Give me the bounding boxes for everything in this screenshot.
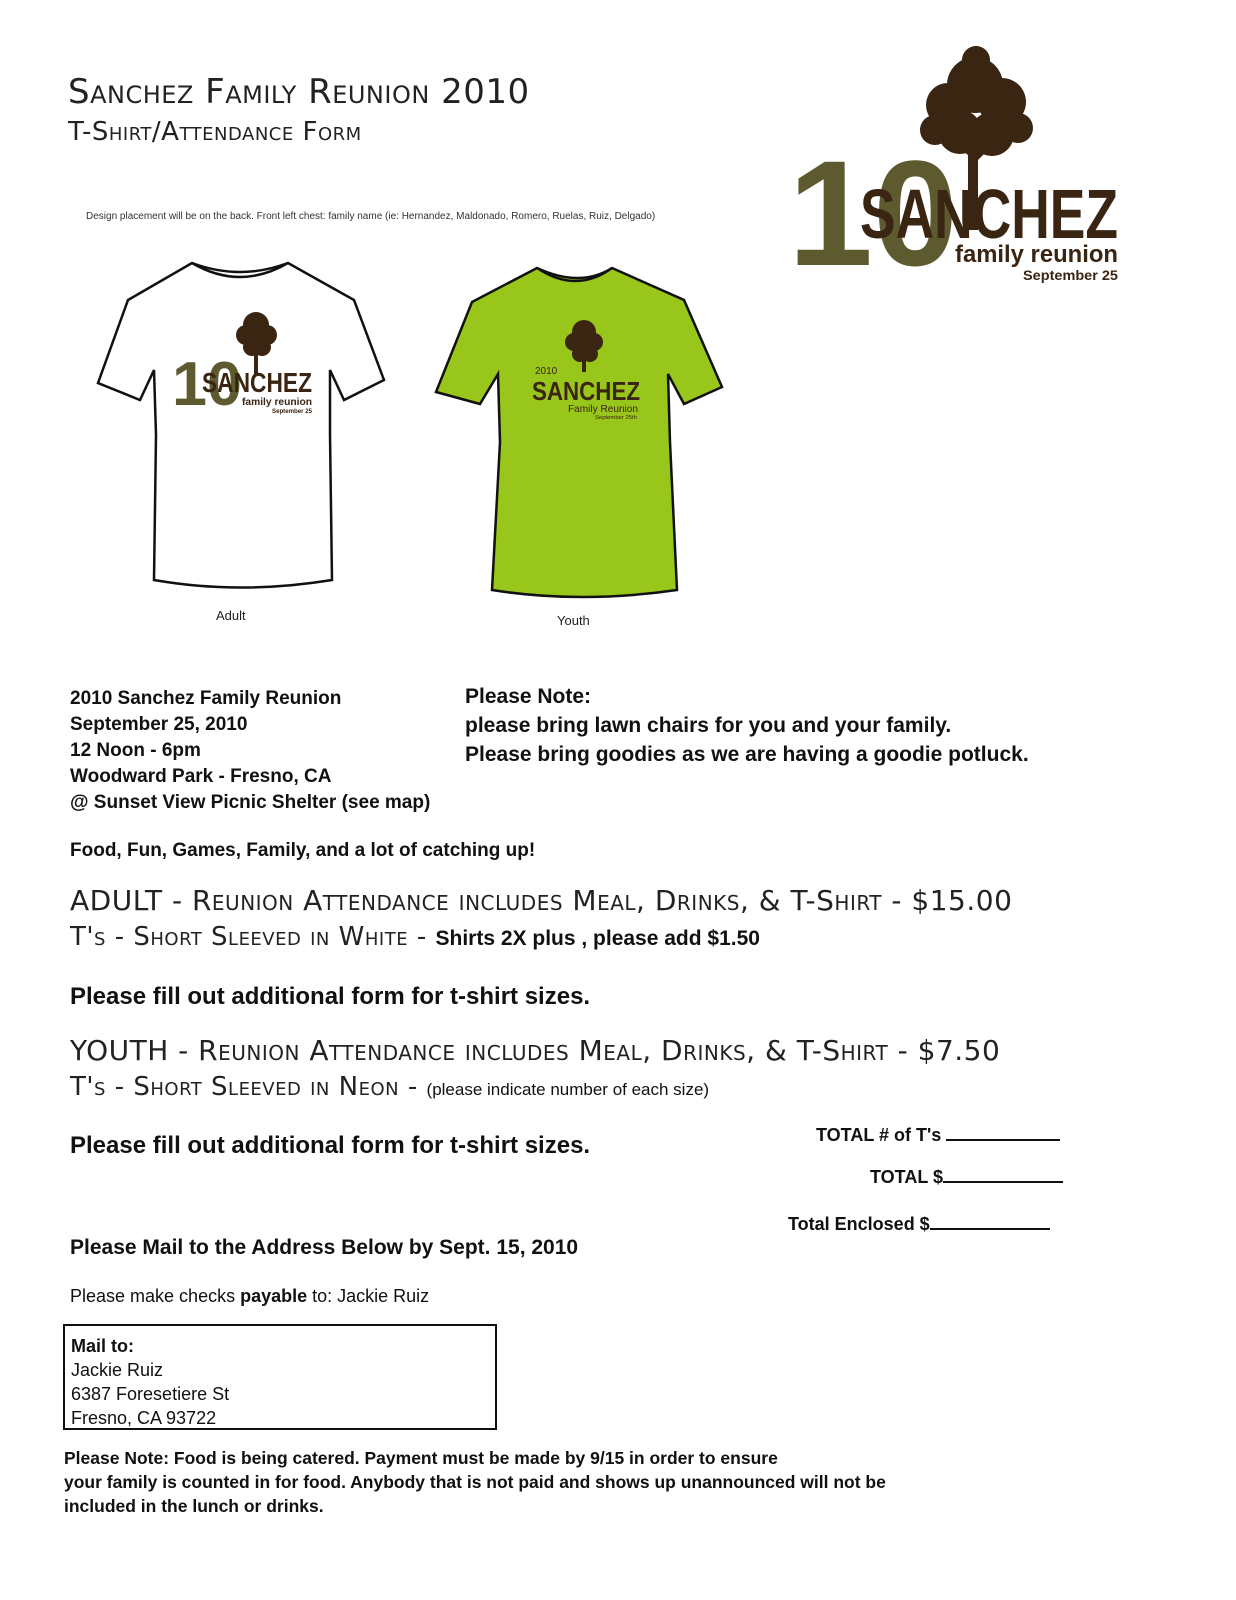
total-enclosed-label: Total Enclosed $ [788, 1214, 930, 1234]
adult-print-year: 10 [172, 350, 242, 419]
total-amount-label: TOTAL $ [870, 1167, 944, 1187]
checks-payable: Please make checks payable to: Jackie Ruiz [70, 1286, 430, 1306]
youth-pricing: YOUTH - Reunion Attendance includes Meal, Drinks, & T-Shirt - $7.50 [70, 1034, 1001, 1067]
reunion-logo [780, 40, 1130, 290]
total-tshirts-field[interactable] [816, 1121, 1060, 1146]
youth-size-note: (please indicate number of each size) [426, 1080, 710, 1099]
total-tshirts-label: TOTAL # of T's [816, 1125, 942, 1145]
youth-size-form-note: Please fill out additional form for t-shirt sizes. [70, 1132, 591, 1159]
adult-caption: Adult [216, 608, 246, 623]
event-line: @ Sunset View Picnic Shelter (see map) [70, 792, 431, 813]
adult-size-form-note: Please fill out additional form for t-shirt sizes. [70, 983, 591, 1010]
logo-tagline: family reunion [955, 241, 1118, 268]
logo-name: SANCHEZ [860, 175, 1118, 253]
mail-address-box [63, 1324, 497, 1430]
adult-shirt-type: T's - Short Sleeved in White - [70, 922, 436, 952]
footer-line: your family is counted in for food. Anybody that is not paid and shows up unannounced will not be [64, 1472, 886, 1492]
event-line: September 25, 2010 [70, 714, 248, 735]
youth-shirt-type: T's - Short Sleeved in Neon - [70, 1072, 427, 1102]
note-line: Please bring goodies as we are having a goodie potluck. [465, 743, 1029, 766]
mail-street: 6387 Foresetiere St [71, 1384, 230, 1404]
total-amount-field[interactable] [870, 1163, 1063, 1188]
total-enclosed-field[interactable] [788, 1210, 1050, 1235]
logo-date: September 25 [1023, 267, 1119, 283]
event-details [70, 686, 430, 816]
total-enclosed-blank [930, 1210, 1050, 1230]
adult-pricing: ADULT - Reunion Attendance includes Meal, Drinks, & T-Shirt - $15.00 [70, 884, 1013, 917]
mail-city: Fresno, CA 93722 [71, 1408, 217, 1428]
please-note [465, 682, 1029, 769]
catering-note [64, 1446, 1044, 1518]
footer-line: included in the lunch or drinks. [64, 1496, 324, 1516]
mail-deadline: Please Mail to the Address Below by Sept. 15, 2010 [70, 1236, 579, 1259]
adult-print-name: SANCHEZ [202, 367, 312, 398]
youth-tshirt [432, 262, 728, 612]
mail-name: Jackie Ruiz [71, 1360, 164, 1380]
note-heading: Please Note: [465, 685, 592, 708]
mail-heading: Mail to: [71, 1336, 134, 1356]
adult-shirt-info [70, 922, 760, 952]
youth-print-tagline: Family Reunion [568, 404, 638, 415]
form-title: Sanchez Family Reunion 2010 [68, 72, 530, 112]
youth-shirt-info [70, 1072, 709, 1102]
total-amount-blank [943, 1163, 1063, 1183]
total-tshirts-blank [946, 1121, 1060, 1141]
adult-print-tagline: family reunion [242, 397, 312, 408]
design-placement-note: Design placement will be on the back. Front left chest: family name (ie: Hernandez, Maldonado, Romero, Ruelas, Ruiz, Delgado) [86, 211, 656, 222]
youth-print-date: September 25th [595, 415, 638, 421]
event-line: 12 Noon - 6pm [70, 740, 201, 761]
form-subtitle: T-Shirt/Attendance Form [68, 117, 362, 147]
youth-print-name: SANCHEZ [532, 376, 641, 406]
adult-tshirt [92, 255, 388, 605]
event-line: Woodward Park - Fresno, CA [70, 766, 332, 787]
youth-caption: Youth [557, 613, 590, 628]
event-line: 2010 Sanchez Family Reunion [70, 688, 342, 709]
youth-print-year: 2010 [535, 366, 558, 377]
adult-print-date: September 25 [272, 409, 313, 415]
logo-number: 10 [788, 129, 958, 290]
adult-plus-size-note: Shirts 2X plus , please add $1.50 [435, 927, 760, 950]
footer-line: Please Note: Food is being catered. Payment must be made by 9/15 in order to ensure [64, 1448, 778, 1468]
event-tagline: Food, Fun, Games, Family, and a lot of catching up! [70, 840, 536, 861]
note-line: please bring lawn chairs for you and your family. [465, 714, 952, 737]
